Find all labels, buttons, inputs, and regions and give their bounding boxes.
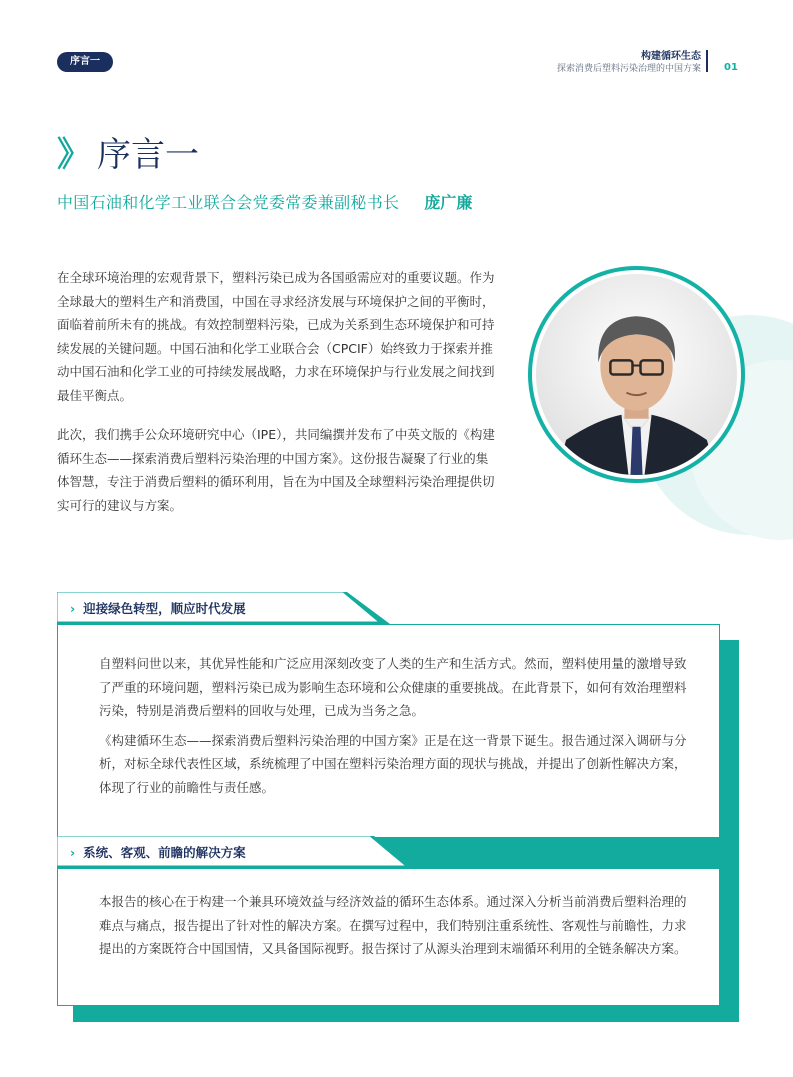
section-body <box>99 652 689 805</box>
chevron-right-icon: › <box>70 601 76 616</box>
header-divider <box>706 50 708 72</box>
section-tab <box>57 836 417 868</box>
author-line <box>57 190 472 213</box>
section-title: 迎接绿色转型，顺应时代发展 <box>83 601 246 616</box>
page-heading <box>57 132 199 178</box>
section-body <box>99 890 689 967</box>
section-title: 系统、客观、前瞻的解决方案 <box>83 845 246 860</box>
double-chevron-icon: 》 <box>57 135 81 175</box>
chevron-right-icon: › <box>70 845 76 860</box>
section-paragraph: 本报告的核心在于构建一个兼具环境效益与经济效益的循环生态体系。通过深入分析当前消费后塑料治理的难点与痛点，报告提出了针对性的解决方案。在撰写过程中，我们特别注重系统性、客观性与前瞻性，力求提出的方案既符合中国国情，又具备国际视野。报告探讨了从源头治理到末端循环利用的全链条解决方案。 <box>99 894 687 956</box>
page-title: 序言一 <box>97 135 199 175</box>
author-name: 庞广廉 <box>424 193 473 212</box>
section-paragraph: 《构建循环生态——探索消费后塑料污染治理的中国方案》正是在这一背景下诞生。报告通过深入调研与分析，对标全球代表性区域，系统梳理了中国在塑料污染治理方面的现状与挑战，并提出了创新性解决方案，体现了行业的前瞻性与责任感。 <box>99 732 687 795</box>
report-subtitle: 探索消费后塑料污染治理的中国方案 <box>556 64 701 74</box>
section-tab <box>57 592 390 624</box>
author-portrait <box>528 266 745 483</box>
intro-paragraph: 此次，我们携手公众环境研究中心（IPE），共同编撰并发布了中英文版的《构建循环生态——探索消费后塑料污染治理的中国方案》。这份报告凝聚了行业的集体智慧，专注于消费后塑料的循环利用，旨在为中国及全球塑料污染治理提供切实可行的建议与方案。 <box>57 427 495 513</box>
section-badge: 序言一 <box>57 52 113 72</box>
author-role: 中国石油和化学工业联合会党委常委兼副秘书长 <box>57 193 400 212</box>
intro-paragraph: 在全球环境治理的宏观背景下，塑料污染已成为各国亟需应对的重要议题。作为全球最大的塑料生产和消费国，中国在寻求经济发展与环境保护之间的平衡时，面临着前所未有的挑战。有效控制塑料污染，已成为关系到生态环境保护和可持续发展的关键问题。中国石油和化学工业联合会（CPCIF）始终致力于探索并推动中国石油和化学工业的可持续发展战略，力求在环境保护与行业发展之间找到最佳平衡点。 <box>57 270 495 403</box>
report-title: 构建循环生态 <box>641 51 701 62</box>
running-header <box>557 50 701 76</box>
section-paragraph: 自塑料问世以来，其优异性能和广泛应用深刻改变了人类的生产和生活方式。然而，塑料使用量的激增导致了严重的环境问题，塑料污染已成为影响生态环境和公众健康的重要挑战。在此背景下，如何有效治理塑料污染，特别是消费后塑料的回收与处理，已成为当务之急。 <box>99 656 687 718</box>
page-number: 01 <box>724 62 738 73</box>
portrait-image <box>536 274 737 475</box>
